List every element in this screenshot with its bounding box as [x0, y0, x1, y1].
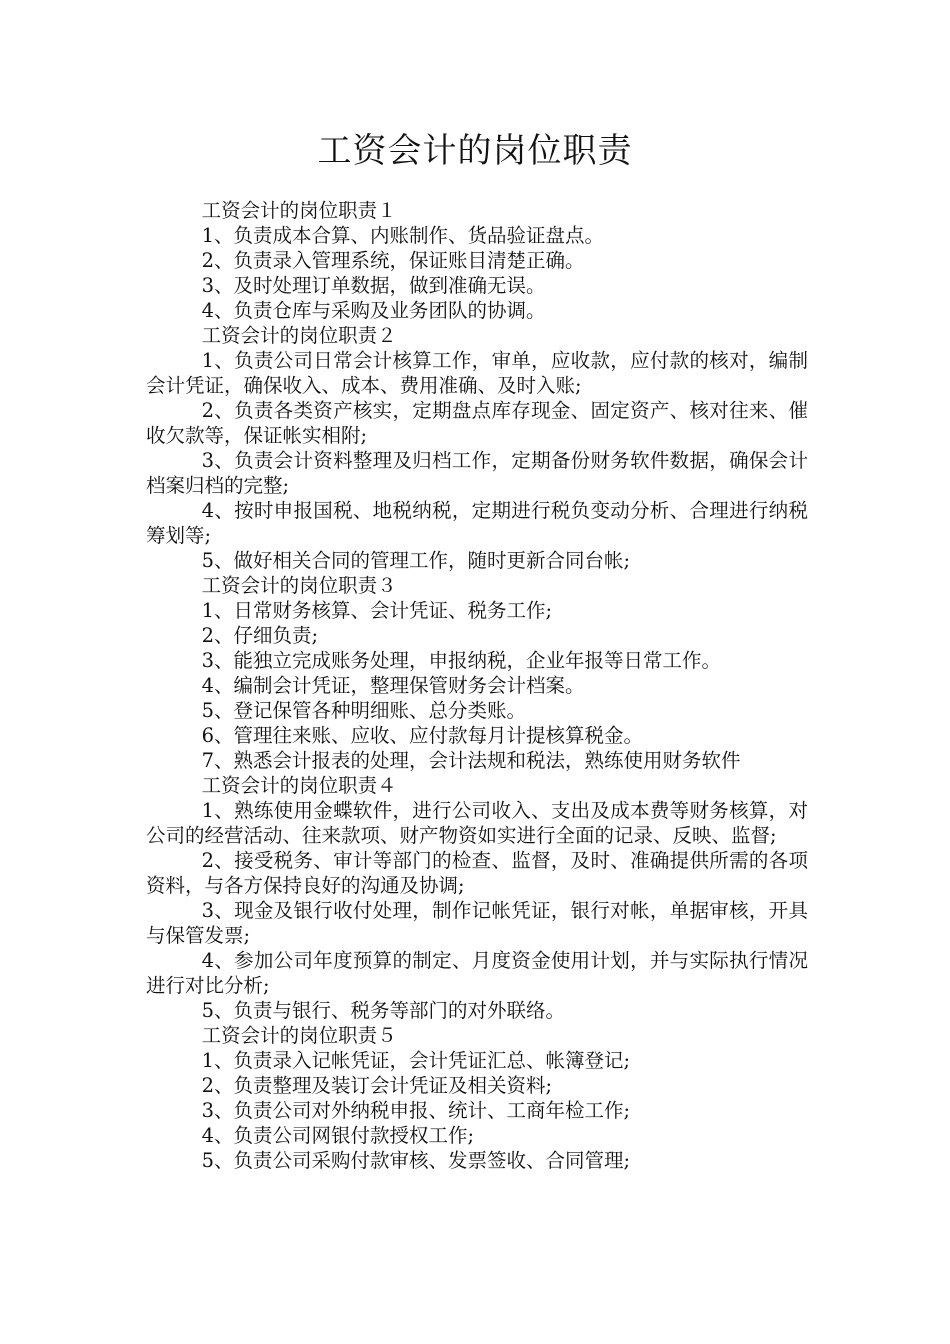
duty-item: 2、负责各类资产核实，定期盘点库存现金、固定资产、核对往来、催收欠款等，保证帐实相附; [146, 399, 808, 447]
document-body [146, 198, 808, 1173]
duty-item: 6、管理往来账、应收、应付款每月计提核算税金。 [201, 724, 643, 747]
duty-item: 7、熟悉会计报表的处理，会计法规和税法，熟练使用财务软件 [201, 749, 741, 772]
duty-item: 4、负责仓库与采购及业务团队的协调。 [201, 299, 546, 322]
duty-item: 2、负责整理及装订会计凭证及相关资料; [201, 1074, 553, 1097]
duty-item: 1、负责录入记帐凭证，会计凭证汇总、帐簿登记; [201, 1049, 631, 1072]
duty-item: 4、编制会计凭证，整理保管财务会计档案。 [201, 674, 585, 697]
duty-item: 5、负责与银行、税务等部门的对外联络。 [201, 999, 565, 1022]
duty-item: 5、做好相关合同的管理工作，随时更新合同台帐; [201, 549, 631, 572]
duty-item: 2、接受税务、审计等部门的检查、监督，及时、准确提供所需的各项资料，与各方保持良好的沟通及协调; [146, 849, 808, 897]
duty-item: 5、负责公司采购付款审核、发票签收、合同管理; [201, 1149, 631, 1172]
duty-item: 2、仔细负责; [201, 624, 319, 647]
page-title: 工资会计的岗位职责 [317, 131, 633, 171]
section-heading: 工资会计的岗位职责２ [201, 324, 397, 347]
duty-item: 4、负责公司网银付款授权工作; [201, 1124, 475, 1147]
section-heading: 工资会计的岗位职责５ [201, 1024, 397, 1047]
duty-item: 3、及时处理订单数据，做到准确无误。 [201, 274, 546, 297]
duty-item: 1、日常财务核算、会计凭证、税务工作; [201, 599, 553, 622]
section-heading: 工资会计的岗位职责４ [201, 774, 397, 797]
section-heading: 工资会计的岗位职责３ [201, 574, 397, 597]
duty-item: 1、熟练使用金蝶软件，进行公司收入、支出及成本费等财务核算，对公司的经营活动、往来款项、财产物资如实进行全面的记录、反映、监督; [146, 799, 808, 847]
duty-item: 5、登记保管各种明细账、总分类账。 [201, 699, 526, 722]
duty-item: 1、负责成本合算、内账制作、货品验证盘点。 [201, 224, 604, 247]
duty-item: 1、负责公司日常会计核算工作，审单，应收款，应付款的核对，编制会计凭证，确保收入、成本、费用准确、及时入账; [146, 349, 808, 397]
duty-item: 3、现金及银行收付处理，制作记帐凭证，银行对帐，单据审核，开具与保管发票; [146, 899, 808, 947]
duty-item: 4、按时申报国税、地税纳税，定期进行税负变动分析、合理进行纳税筹划等; [146, 499, 808, 547]
duty-item: 3、负责会计资料整理及归档工作，定期备份财务软件数据，确保会计档案归档的完整; [146, 449, 808, 497]
duty-item: 3、负责公司对外纳税申报、统计、工商年检工作; [201, 1099, 631, 1122]
section-heading: 工资会计的岗位职责１ [201, 199, 397, 222]
duty-item: 4、参加公司年度预算的制定、月度资金使用计划，并与实际执行情况进行对比分析; [146, 949, 808, 997]
duty-item: 3、能独立完成账务处理，申报纳税，企业年报等日常工作。 [201, 649, 721, 672]
duty-item: 2、负责录入管理系统，保证账目清楚正确。 [201, 249, 585, 272]
